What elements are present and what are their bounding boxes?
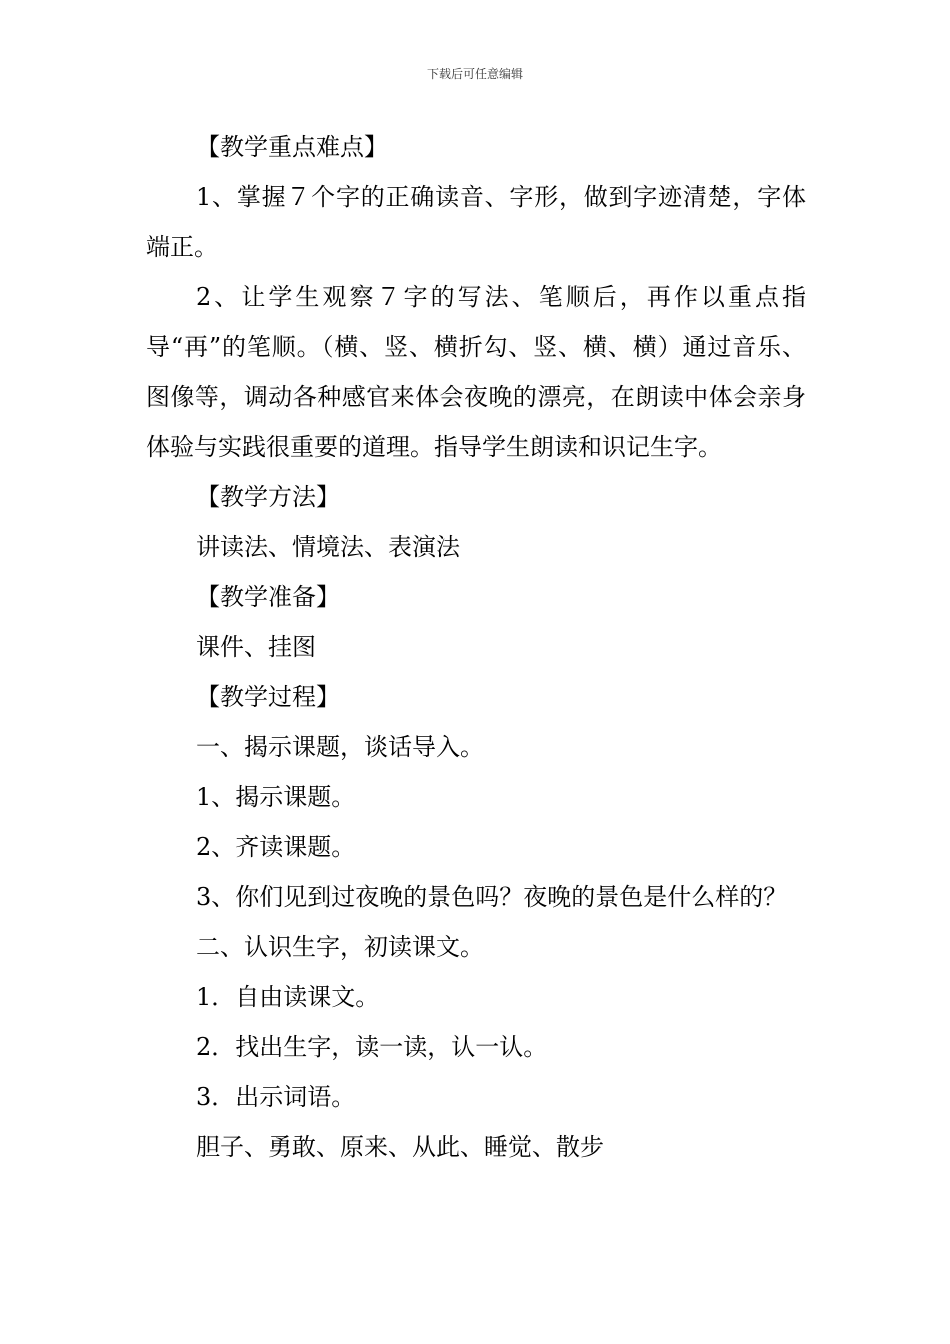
step-2-item-3: 3．出示词语。	[196, 1083, 356, 1111]
step-1-item-3: 3、你们见到过夜晚的景色吗？夜晚的景色是什么样的？	[196, 883, 788, 911]
step-1-title: 一、揭示课题，谈话导入。	[196, 733, 484, 761]
heading-methods: 【教学方法】	[196, 483, 340, 511]
heading-key-points: 【教学重点难点】	[196, 133, 388, 161]
page-header-note: 下载后可任意编辑	[426, 67, 523, 81]
key-point-2: 2、让学生观察７字的写法、笔顺后，再作以重点指导“再”的笔顺。（横、竖、横折勾、竖、横、横）通过音乐、图像等，调动各种感官来体会夜晚的漂亮，在朗读中体会亲身体验与实践很重要的道理。指导学生朗读和识记生字。	[146, 283, 806, 461]
step-1-item-1: 1、揭示课题。	[196, 783, 356, 811]
step-2-item-1: 1．自由读课文。	[196, 983, 380, 1011]
key-point-1: 1、掌握７个字的正确读音、字形，做到字迹清楚，字体端正。	[146, 183, 806, 261]
methods-text: 讲读法、情境法、表演法	[196, 533, 460, 561]
step-1-item-2: 2、齐读课题。	[196, 833, 356, 861]
document-body	[146, 122, 806, 1172]
preparation-text: 课件、挂图	[196, 633, 316, 661]
heading-preparation: 【教学准备】	[196, 583, 340, 611]
heading-process: 【教学过程】	[196, 683, 340, 711]
vocabulary-list: 胆子、勇敢、原来、从此、睡觉、散步	[196, 1133, 604, 1161]
step-2-item-2: 2．找出生字，读一读，认一认。	[196, 1033, 548, 1061]
step-2-title: 二、认识生字，初读课文。	[196, 933, 484, 961]
